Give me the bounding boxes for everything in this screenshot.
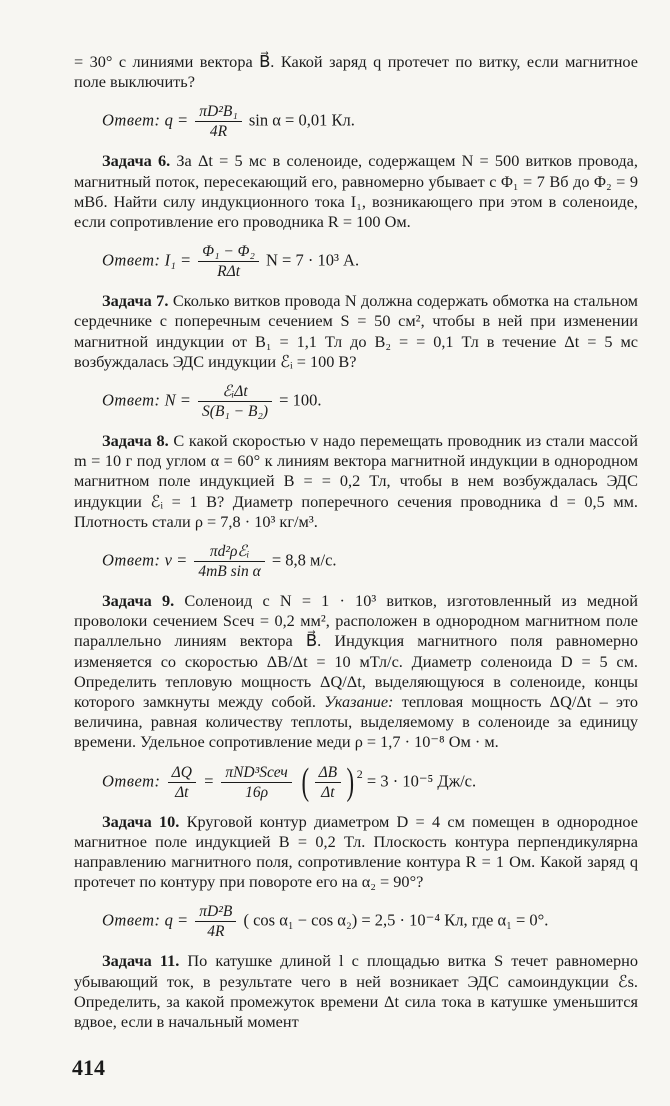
task-11 xyxy=(74,951,638,1032)
fraction-numerator: πD²B₁ xyxy=(195,102,241,122)
answer-result: = 8,8 м/с. xyxy=(271,550,337,570)
fraction-denominator: 16ρ xyxy=(245,783,269,801)
answer-lhs: q = xyxy=(164,110,189,130)
answer-fraction-main xyxy=(221,763,291,802)
answer-result: = 100. xyxy=(279,390,322,410)
intro-answer xyxy=(102,102,638,141)
answer-lhs: N = xyxy=(164,390,191,410)
answer-label: Ответ: xyxy=(102,110,161,130)
task-6-answer xyxy=(102,242,638,281)
task-8-answer xyxy=(102,542,638,581)
task-text: Сколько витков провода N должна содержать обмотка на стальном сердечнике с поперечным сечением S = 50 см², чтобы в ней при изменении магнитной индукции от B₁ = 1,1 Тл до B₂ = = 0,1 Тл в течение Δt = 5 мс возбуждалась ЭДС индукции ℰᵢ = 100 В? xyxy=(74,291,638,371)
equals-sign: = xyxy=(203,770,215,790)
fraction-denominator: RΔt xyxy=(217,263,240,281)
answer-label: Ответ: xyxy=(102,250,161,270)
task-label: Задача 7. xyxy=(102,291,169,311)
answer-fraction-rate xyxy=(315,763,342,802)
answer-fraction xyxy=(198,382,272,421)
answer-lhs: v = xyxy=(164,550,188,570)
answer-label: Ответ: xyxy=(102,770,161,790)
task-label: Задача 6. xyxy=(102,151,171,171)
right-paren: ) xyxy=(346,761,355,804)
task-10-answer xyxy=(102,902,638,941)
answer-fraction-power xyxy=(168,763,196,802)
task-text: Круговой контур диаметром D = 4 см помещен в однородное магнитное поле индукцией B = 0,2 Тл. Плоскость контура перпендикулярна направлению магнитного поля, сопротивление контура R = 1 Ом. Какой заряд q протечет по контуру при повороте его на α₂ = 90°? xyxy=(74,811,638,892)
fraction-numerator: ΔQ xyxy=(168,763,196,783)
fraction-denominator: Δt xyxy=(175,783,189,801)
fraction-denominator: S(B₁ − B₂) xyxy=(202,403,269,421)
answer-lhs: q = xyxy=(164,910,189,930)
task-label: Задача 8. xyxy=(102,431,169,451)
answer-lhs: I₁ = xyxy=(164,250,192,270)
task-10 xyxy=(74,812,638,893)
answer-result: sin α = 0,01 Кл. xyxy=(248,110,355,130)
page-number: 414 xyxy=(72,1055,105,1080)
answer-fraction xyxy=(195,102,241,141)
fraction-denominator: 4R xyxy=(209,123,228,141)
answer-label: Ответ: xyxy=(102,910,161,930)
left-paren: ( xyxy=(301,761,310,804)
task-label: Задача 11. xyxy=(102,951,180,971)
hint-label: Указание: xyxy=(324,692,394,712)
task-text: По катушке длиной l с площадью витка S течет равномерно убывающий ток, в результате чего в ней возникает ЭДС самоиндукции ℰs. Определить, за какой промежуток времени Δt сила тока в катушке уменьшится вдвое, если в начальный момент xyxy=(74,951,638,1032)
fraction-numerator: Φ₁ − Φ₂ xyxy=(198,242,259,262)
task-7 xyxy=(74,291,638,372)
answer-result: = 3 · 10⁻⁵ Дж/с. xyxy=(366,770,477,790)
fraction-denominator: 4mB sin α xyxy=(198,563,261,581)
answer-result: ( cos α₁ − cos α₂) = 2,5 · 10⁻⁴ Кл, где α₁ = 0°. xyxy=(243,910,549,930)
task-label: Задача 9. xyxy=(102,591,175,611)
fraction-denominator: Δt xyxy=(321,783,335,801)
answer-fraction xyxy=(194,542,264,581)
fraction-numerator: πND³Sсеч xyxy=(221,763,291,783)
answer-result: N = 7 · 10³ А. xyxy=(265,250,360,270)
fraction-numerator: ΔB xyxy=(315,763,342,783)
task-text: Соленоид с N = 1 · 10³ витков, изготовленный из медной проволоки сечением Sсеч = 0,2 мм², расположен в однородном магнитном поле параллельно линиям вектора B⃗. Индукция магнитного поля равномерно изменяется со скоростью ΔB/Δt = 10 мТл/с. Диаметр соленоида D = 5 см. Определить тепловую мощность ΔQ/Δt, выделяющуюся в соленоиде, концы которого замкнуты между собой. xyxy=(74,591,638,712)
task-text: За Δt = 5 мс в соленоиде, содержащем N = 500 витков провода, магнитный поток, пересекающий его, равномерно убывает с Φ₁ = 7 Вб до Φ₂ = 9 мВб. Найти силу индукционного тока I₁, возникающего при этом в соленоиде, если сопротивление его проводника R = 100 Ом. xyxy=(74,151,638,232)
exponent: 2 xyxy=(356,766,363,781)
task-8 xyxy=(74,431,638,532)
task-label: Задача 10. xyxy=(102,811,180,831)
task-text: С какой скоростью v надо перемещать проводник из стали массой m = 10 г под углом α = 60° к линиям вектора магнитной индукции в однородном магнитном поле индукцией B = = 0,2 Тл, чтобы в нем возбуждалась ЭДС индукции ℰᵢ = 1 В? Диаметр поперечного сечения проводника d = 0,5 мм. Плотность стали ρ = 7,8 · 10³ кг/м³. xyxy=(74,431,638,531)
fraction-denominator: 4R xyxy=(207,923,225,941)
task-9 xyxy=(74,591,638,753)
answer-fraction xyxy=(198,242,259,281)
task-9-answer xyxy=(102,763,638,802)
fraction-numerator: ℰᵢΔt xyxy=(198,382,272,402)
task-hint-text: тепловая мощность ΔQ/Δt – это величина, равная количеству теплоты, выделяемому в соленоиде за единицу времени. Удельное сопротивление меди ρ = 1,7 · 10⁻⁸ Ом · м. xyxy=(74,692,639,752)
task-7-answer xyxy=(102,382,638,421)
fraction-numerator: πD²B xyxy=(195,902,236,922)
answer-label: Ответ: xyxy=(102,390,161,410)
answer-label: Ответ: xyxy=(102,550,161,570)
task-6 xyxy=(74,151,638,232)
answer-fraction xyxy=(195,902,236,941)
intro-text: = 30° с линиями вектора B⃗. Какой заряд q протечет по витку, если магнитное поле выключить? xyxy=(74,52,638,92)
fraction-numerator: πd²ρℰᵢ xyxy=(194,542,264,562)
